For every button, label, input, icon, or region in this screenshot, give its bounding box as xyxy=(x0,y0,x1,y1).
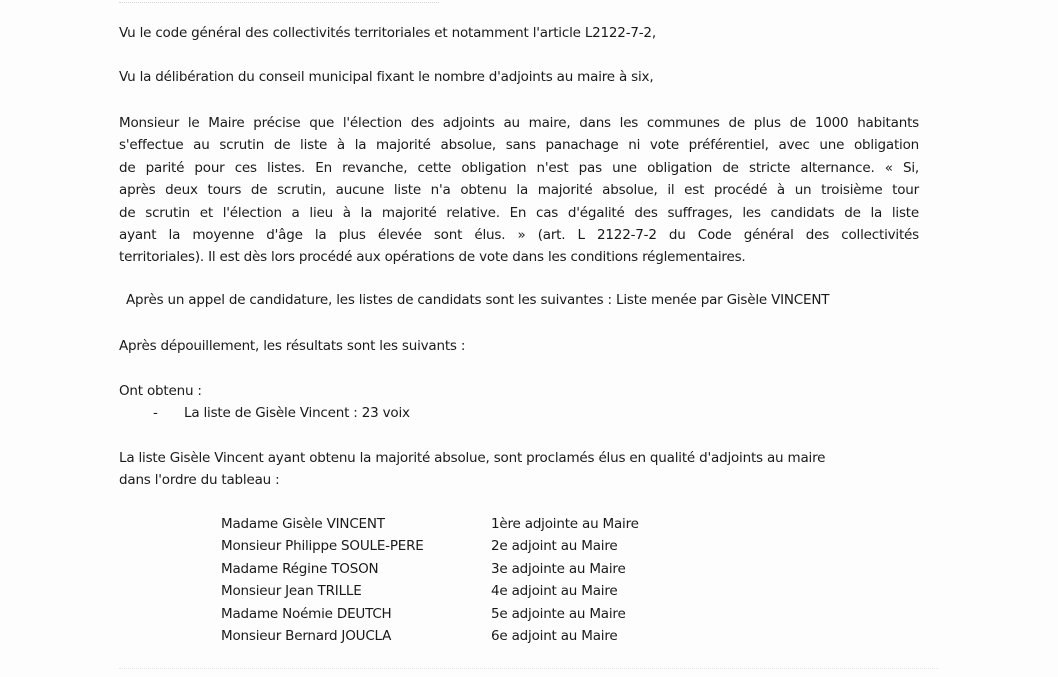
para-maire xyxy=(119,112,919,269)
cropped-bottom-line xyxy=(119,668,939,677)
adjoint-name: Madame Noémie DEUTCH xyxy=(221,605,392,622)
adjoint-role: 6e adjoint au Maire xyxy=(491,627,618,644)
cropped-top-line xyxy=(119,0,439,3)
adjoint-name: Madame Régine TOSON xyxy=(221,560,379,577)
para-depouillement: Après dépouillement, les résultats sont les suivants : xyxy=(119,338,466,354)
adjoint-name: Monsieur Jean TRILLE xyxy=(221,583,362,600)
adjoint-role: 3e adjointe au Maire xyxy=(491,560,626,577)
para-maire-line: après deux tours de scrutin, aucune liste n'a obtenu la majorité absolue, il est procédé à un troisième tour xyxy=(119,182,919,199)
para-proclamation xyxy=(119,447,919,492)
adjoint-role: 1ère adjointe au Maire xyxy=(491,516,639,532)
para-proclamation-line: La liste Gisèle Vincent ayant obtenu la majorité absolue, sont proclamés élus en qualité d'adjoints au maire xyxy=(119,450,826,466)
para-candidature: Après un appel de candidature, les listes de candidats sont les suivantes : Liste menée par Gisèle VINCENT xyxy=(126,292,830,308)
adjoint-role: 2e adjoint au Maire xyxy=(491,538,618,555)
para-code: Vu le code général des collectivités territoriales et notamment l'article L2122-7-2, xyxy=(119,25,656,41)
adjoint-role: 4e adjoint au Maire xyxy=(491,583,618,600)
para-maire-line: Monsieur le Maire précise que l'élection des adjoints au maire, dans les communes de plus de 1000 habitants xyxy=(119,115,919,131)
para-maire-line: ayant la moyenne d'âge la plus élevée sont élus. » (art. L 2122-7-2 du Code général des collectivités xyxy=(119,227,919,244)
ont-obtenu-label: Ont obtenu : xyxy=(119,383,202,399)
para-proclamation-line: dans l'ordre du tableau : xyxy=(119,472,280,489)
para-maire-line: territoriales). Il est dès lors procédé aux opérations de vote dans les conditions réglementaires. xyxy=(119,249,746,266)
adjoint-role: 5e adjointe au Maire xyxy=(491,605,626,622)
para-deliberation: Vu la délibération du conseil municipal fixant le nombre d'adjoints au maire à six, xyxy=(119,69,654,85)
list-dash: - xyxy=(153,405,158,421)
adjoint-name: Monsieur Bernard JOUCLA xyxy=(221,627,392,644)
para-maire-line: s'effectue au scrutin de liste à la majorité absolue, sans panachage ni vote préférentiel, avec une obligation xyxy=(119,137,919,154)
adjoint-name: Madame Gisèle VINCENT xyxy=(221,516,385,532)
para-maire-line: de scrutin et l'élection a lieu à la majorité relative. En cas d'égalité des suffrages, les candidats de la liste xyxy=(119,204,919,221)
adjoint-name: Monsieur Philippe SOULE-PERE xyxy=(221,538,424,555)
para-maire-line: de parité pour ces listes. En revanche, cette obligation n'est pas une obligation de stricte alternance. « Si, xyxy=(119,159,919,176)
result-item: La liste de Gisèle Vincent : 23 voix xyxy=(184,405,410,421)
